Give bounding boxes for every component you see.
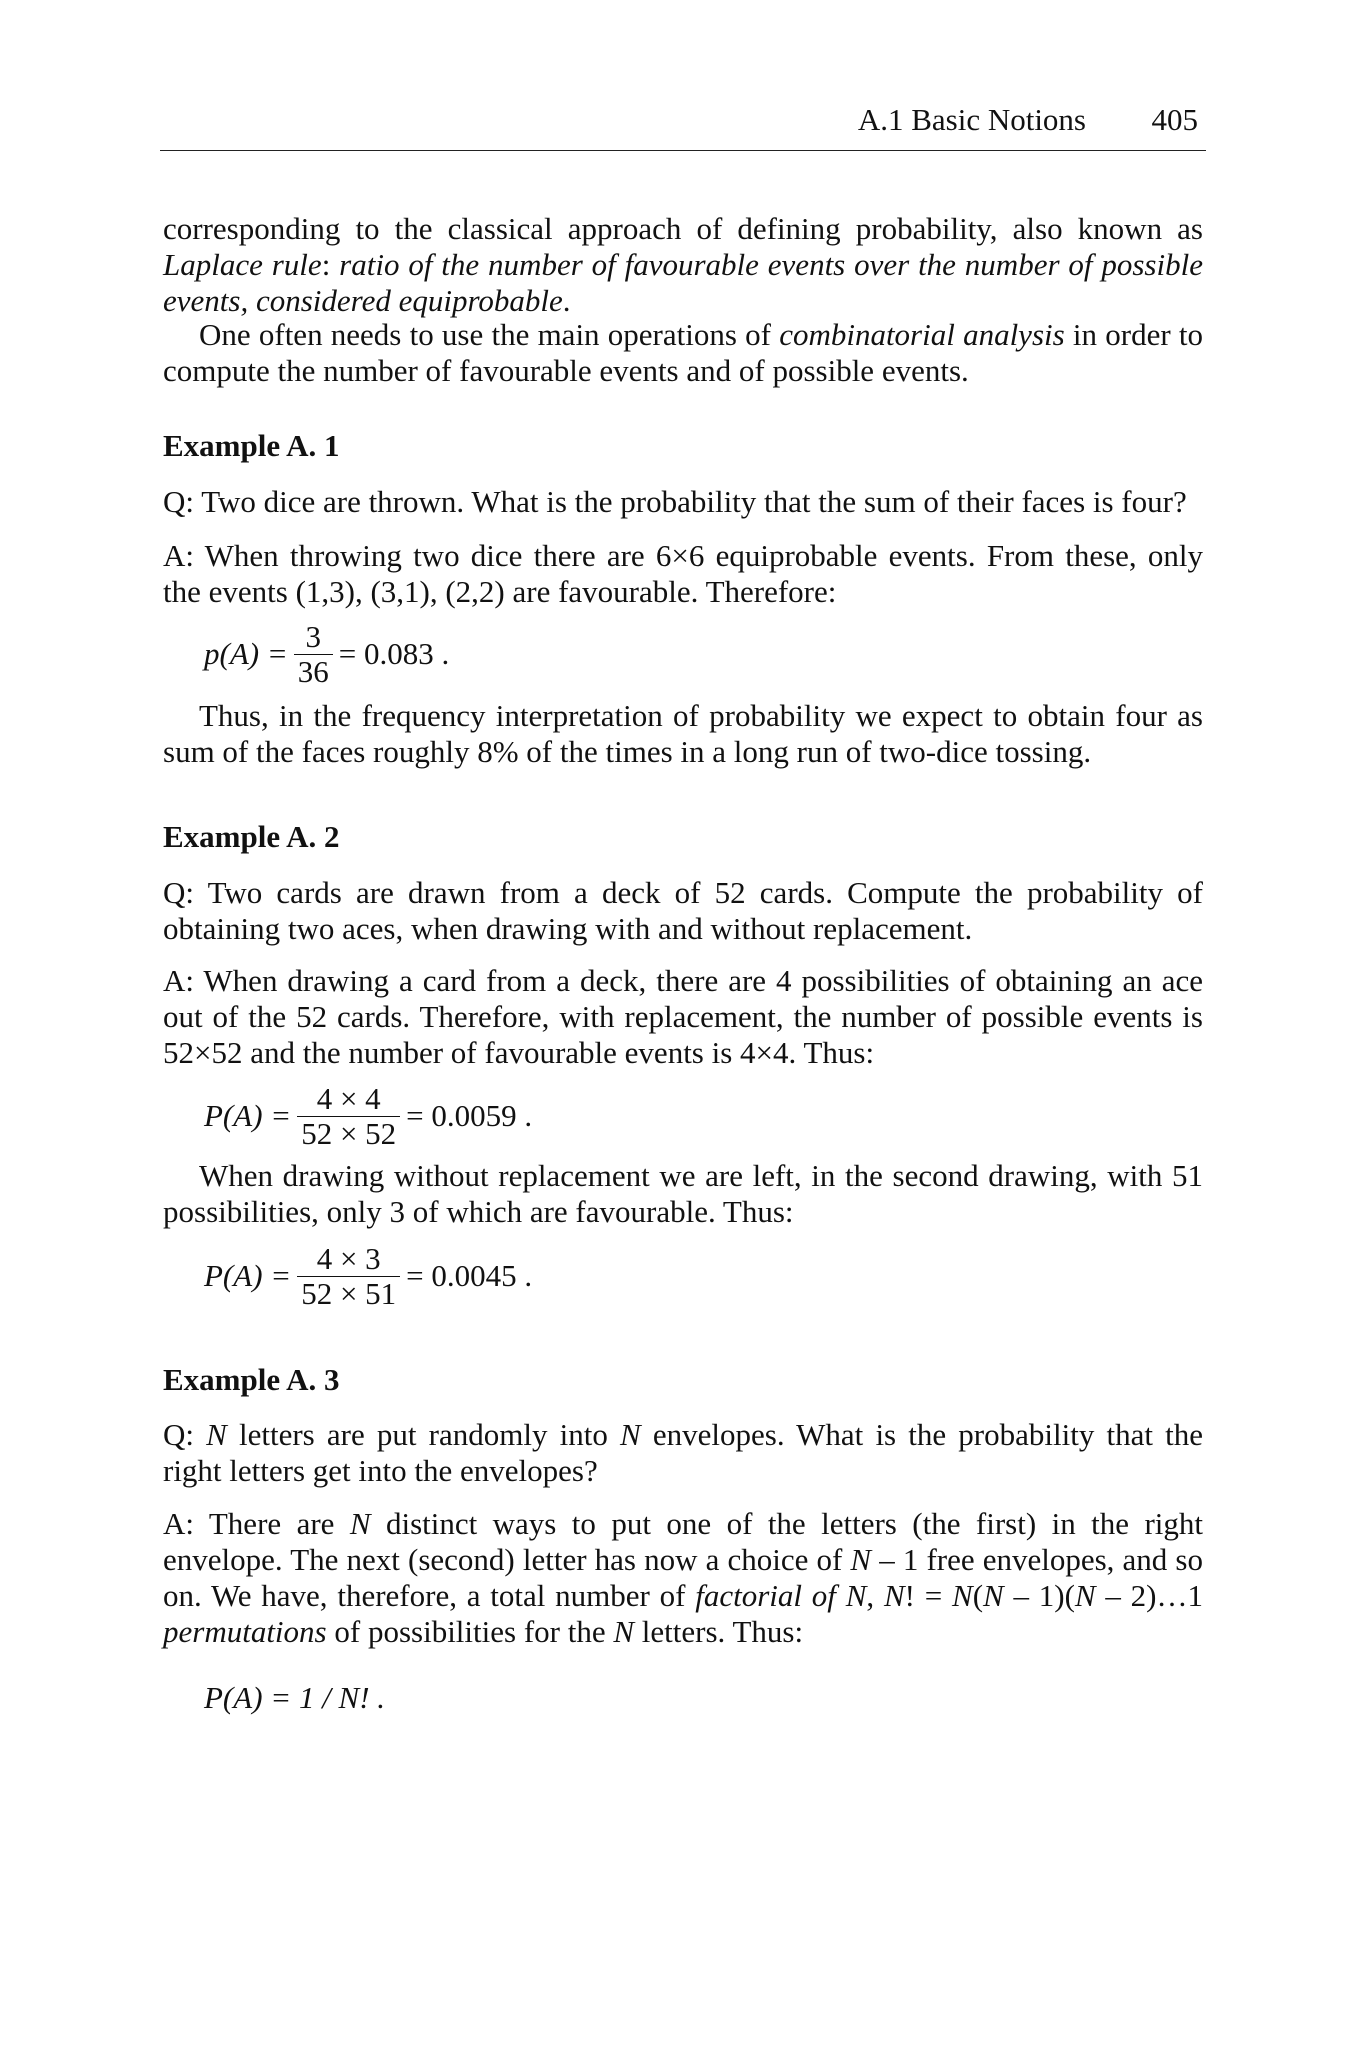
- example-a1-interpretation: Thus, in the frequency interpretation of probability we expect to obtain four as sum of the faces roughly 8% of the times in a long run of two-dice tossing.: [163, 698, 1203, 769]
- example-a1-question: Q: Two dice are thrown. What is the probability that the sum of their faces is four?: [163, 484, 1187, 519]
- numerator: 4 × 3: [316, 1240, 381, 1276]
- denominator: 36: [294, 654, 333, 689]
- equation-a2-without-replacement: [204, 1236, 532, 1316]
- paragraph-combinatorial: [163, 317, 1203, 389]
- example-a1-answer: A: When throwing two dice there are 6×6 equiprobable events. From these, only the events (1,3), (3,1), (2,2) are favourable. Therefore:: [163, 538, 1203, 609]
- running-header: [160, 96, 1206, 151]
- term-factorial: factorial of N: [695, 1578, 867, 1613]
- eq-rhs: = 0.0059 .: [406, 1098, 533, 1133]
- example-a2-answer: A: When drawing a card from a deck, there are 4 possibilities of obtaining an ace out of the 52 cards. Therefore, with replacement, the number of possible events is 52×52 and the number of favourable events is 4×4. Thus:: [163, 963, 1203, 1070]
- text-run: corresponding to the classical approach of defining probability, also known as: [163, 211, 1203, 246]
- var-n: N: [952, 1578, 973, 1613]
- eq-lhs: P(A) =: [204, 1258, 292, 1293]
- text-run: letters are put randomly into: [226, 1417, 621, 1452]
- text-run: ,: [866, 1578, 884, 1613]
- text-run: .: [562, 283, 571, 318]
- equation-a2-with-replacement: [204, 1076, 532, 1156]
- example-a2-without-replacement: When drawing without replacement we are left, in the second drawing, with 51 possibilities, only 3 of which are favourable. Thus:: [163, 1158, 1203, 1229]
- example-a3-heading: Example A. 3: [163, 1362, 340, 1397]
- eq-lhs: p(A) =: [204, 636, 288, 671]
- text-run: :: [321, 247, 340, 282]
- text-run: Q:: [163, 1417, 207, 1452]
- text-run: envelopes. What is the probability that the right letters get into the envelopes?: [163, 1417, 1204, 1488]
- fraction: [297, 1242, 400, 1311]
- example-a1-heading: Example A. 1: [163, 428, 340, 463]
- term-permutations: permutations: [163, 1614, 327, 1649]
- example-a3-answer: [163, 1506, 1203, 1650]
- text-run: – 1 free envelopes, and so on. We have, therefore, a total number of: [163, 1542, 1203, 1613]
- var-n: N: [613, 1614, 635, 1649]
- term-combinatorial-analysis: combinatorial analysis: [779, 317, 1065, 352]
- example-a3-question: [163, 1417, 1203, 1489]
- definition-italic: ratio of the number of favourable events over the number of possible events, considered equiprobable: [163, 247, 1203, 318]
- text-run: ! =: [904, 1578, 952, 1613]
- fraction: [297, 1082, 400, 1151]
- numerator: 4 × 4: [316, 1080, 381, 1116]
- var-n: N: [349, 1506, 371, 1541]
- text-run: of possibilities for the: [326, 1614, 614, 1649]
- eq-lhs: P(A) =: [204, 1098, 292, 1133]
- text-run: A: There are: [163, 1506, 350, 1541]
- page-number: 405: [1151, 102, 1198, 137]
- example-a2-question: Q: Two cards are drawn from a deck of 52 cards. Compute the probability of obtaining two aces, when drawing with and without replacement.: [163, 875, 1203, 946]
- var-n: N: [850, 1542, 872, 1577]
- equation-a3: P(A) = 1 / N! .: [204, 1680, 386, 1715]
- eq-rhs: = 0.0045 .: [406, 1258, 533, 1293]
- var-n: N: [883, 1578, 905, 1613]
- text-run: – 1)(: [1003, 1578, 1075, 1613]
- denominator: 52 × 51: [297, 1276, 400, 1311]
- text-run: distinct ways to put one of the letters (the first) in the right envelope. The next (second) letter has now a choice of: [163, 1506, 1203, 1577]
- equation-a1: [204, 614, 449, 694]
- fraction: [294, 620, 333, 689]
- text-run: letters. Thus:: [634, 1614, 804, 1649]
- example-a2-heading: Example A. 2: [163, 819, 340, 854]
- text-run: (: [972, 1578, 984, 1613]
- numerator: 3: [305, 618, 322, 654]
- paragraph-laplace-rule: [163, 211, 1203, 319]
- section-title: A.1 Basic Notions: [857, 102, 1086, 137]
- eq-rhs: = 0.083 .: [338, 636, 450, 671]
- var-n: N: [206, 1417, 227, 1452]
- var-n: N: [620, 1417, 641, 1452]
- term-laplace-rule: Laplace rule: [163, 247, 322, 282]
- text-run: in order to compute the number of favourable events and of possible events.: [163, 317, 1203, 388]
- var-n: N: [983, 1578, 1004, 1613]
- denominator: 52 × 52: [297, 1116, 400, 1151]
- text-run: One often needs to use the main operations of: [199, 317, 780, 352]
- text-run: – 2)…1: [1095, 1578, 1203, 1613]
- var-n: N: [1074, 1578, 1096, 1613]
